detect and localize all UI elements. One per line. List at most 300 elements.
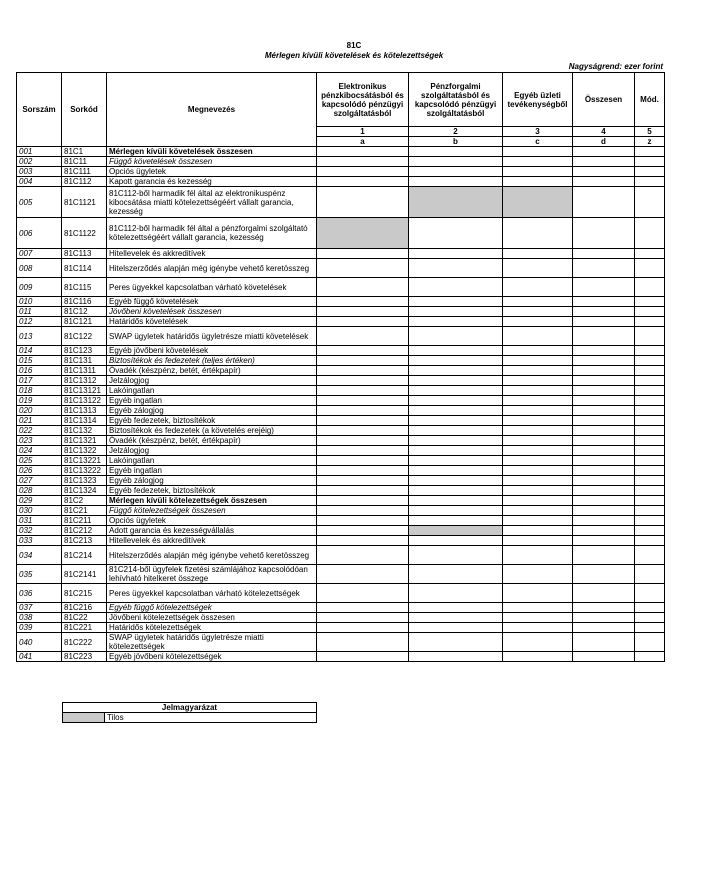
value-cell[interactable]: [573, 546, 635, 565]
row-label: Hitelszerződés alapján még igénybe vehető keretösszeg: [107, 546, 317, 565]
value-cell[interactable]: [503, 317, 573, 327]
value-cell[interactable]: [409, 366, 503, 376]
value-cell[interactable]: [635, 406, 665, 416]
value-cell[interactable]: [503, 565, 573, 584]
value-cell[interactable]: [409, 526, 503, 536]
value-cell[interactable]: [503, 396, 573, 406]
value-cell[interactable]: [409, 426, 503, 436]
value-cell[interactable]: [635, 307, 665, 317]
value-cell[interactable]: [409, 603, 503, 613]
value-cell[interactable]: [635, 218, 665, 249]
row-label: Biztosítékok és fedezetek (teljes értéken): [107, 356, 317, 366]
table-row: [17, 476, 665, 486]
value-cell[interactable]: [573, 157, 635, 167]
value-cell[interactable]: [635, 416, 665, 426]
value-cell[interactable]: [317, 436, 409, 446]
value-cell[interactable]: [503, 516, 573, 526]
row-label: SWAP ügyletek határidős ügyletrésze miatti kötelezettségek: [107, 633, 317, 652]
row-number: 011: [17, 307, 62, 317]
table-row: [17, 249, 665, 259]
row-label: Egyéb ingatlan: [107, 466, 317, 476]
row-code: 81C21: [62, 506, 107, 516]
value-cell[interactable]: [635, 526, 665, 536]
row-code: 81C1: [62, 147, 107, 157]
value-cell[interactable]: [635, 297, 665, 307]
value-cell[interactable]: [573, 249, 635, 259]
value-cell[interactable]: [503, 613, 573, 623]
value-cell[interactable]: [635, 476, 665, 486]
value-cell[interactable]: [573, 177, 635, 187]
table-row: [17, 603, 665, 613]
value-cell[interactable]: [317, 249, 409, 259]
value-cell[interactable]: [503, 526, 573, 536]
value-cell[interactable]: [409, 167, 503, 177]
value-cell[interactable]: [503, 466, 573, 476]
row-label: 81C112-ből harmadik fél által a pénzforgalmi szolgáltató kötelezettségéért vállalt garancia, kezesség: [107, 218, 317, 249]
value-cell[interactable]: [635, 466, 665, 476]
value-cell[interactable]: [409, 506, 503, 516]
row-code: 81C1312: [62, 376, 107, 386]
value-cell[interactable]: [635, 633, 665, 652]
value-cell[interactable]: [317, 187, 409, 218]
row-number: 015: [17, 356, 62, 366]
row-number: 041: [17, 652, 62, 662]
table-row: [17, 218, 665, 249]
value-cell[interactable]: [503, 327, 573, 346]
row-number: 033: [17, 536, 62, 546]
table-row: [17, 259, 665, 278]
value-cell[interactable]: [503, 386, 573, 396]
value-cell[interactable]: [503, 652, 573, 662]
value-cell[interactable]: [503, 307, 573, 317]
value-cell[interactable]: [573, 426, 635, 436]
value-cell[interactable]: [573, 436, 635, 446]
value-cell[interactable]: [317, 157, 409, 167]
row-label: Opciós ügyletek: [107, 516, 317, 526]
value-cell[interactable]: [503, 366, 573, 376]
value-cell[interactable]: [635, 613, 665, 623]
row-code: 81C22: [62, 613, 107, 623]
table-row: [17, 426, 665, 436]
value-cell[interactable]: [573, 376, 635, 386]
value-cell[interactable]: [635, 516, 665, 526]
row-code: 81C215: [62, 584, 107, 603]
value-cell[interactable]: [317, 406, 409, 416]
value-cell[interactable]: [317, 366, 409, 376]
value-cell[interactable]: [317, 603, 409, 613]
table-row: [17, 652, 665, 662]
value-cell[interactable]: [409, 466, 503, 476]
value-cell[interactable]: [317, 386, 409, 396]
value-cell[interactable]: [503, 456, 573, 466]
value-cell[interactable]: [635, 366, 665, 376]
table-row: [17, 466, 665, 476]
value-cell[interactable]: [317, 327, 409, 346]
value-cell[interactable]: [317, 278, 409, 297]
value-cell[interactable]: [503, 426, 573, 436]
table-row: [17, 147, 665, 157]
table-row: [17, 496, 665, 506]
value-cell[interactable]: [573, 307, 635, 317]
header-sorkod: Sorkód: [62, 73, 107, 147]
value-cell[interactable]: [409, 486, 503, 496]
value-cell[interactable]: [317, 546, 409, 565]
value-cell[interactable]: [503, 249, 573, 259]
table-row: [17, 167, 665, 177]
table-row: [17, 187, 665, 218]
value-cell[interactable]: [317, 346, 409, 356]
value-cell[interactable]: [409, 327, 503, 346]
value-cell[interactable]: [635, 446, 665, 456]
value-cell[interactable]: [317, 526, 409, 536]
value-cell[interactable]: [409, 396, 503, 406]
row-label: Egyéb zálogjog: [107, 476, 317, 486]
row-number: 003: [17, 167, 62, 177]
value-cell[interactable]: [573, 396, 635, 406]
row-number: 013: [17, 327, 62, 346]
value-cell[interactable]: [317, 426, 409, 436]
value-cell[interactable]: [317, 476, 409, 486]
value-cell[interactable]: [635, 506, 665, 516]
value-cell[interactable]: [409, 536, 503, 546]
value-cell[interactable]: [409, 456, 503, 466]
row-code: 81C213: [62, 536, 107, 546]
row-label: 81C112-ből harmadik fél által az elektronikuspénz kibocsátása miatti kötelezettségéért vállalt garancia, kezesség: [107, 187, 317, 218]
value-cell[interactable]: [503, 446, 573, 456]
value-cell[interactable]: [409, 652, 503, 662]
value-cell[interactable]: [573, 346, 635, 356]
row-label: Hitellevelek és akkreditívek: [107, 536, 317, 546]
row-number: 009: [17, 278, 62, 297]
table-row: [17, 516, 665, 526]
value-cell[interactable]: [409, 386, 503, 396]
value-cell[interactable]: [635, 278, 665, 297]
row-number: 005: [17, 187, 62, 218]
row-number: 034: [17, 546, 62, 565]
value-cell[interactable]: [635, 396, 665, 406]
row-label: SWAP ügyletek határidős ügyletrésze miatti követelések: [107, 327, 317, 346]
value-cell[interactable]: [317, 456, 409, 466]
row-label: Egyéb ingatlan: [107, 396, 317, 406]
value-cell[interactable]: [635, 327, 665, 346]
value-cell[interactable]: [503, 536, 573, 546]
value-cell[interactable]: [573, 603, 635, 613]
value-cell[interactable]: [573, 297, 635, 307]
value-cell[interactable]: [503, 356, 573, 366]
value-cell[interactable]: [573, 416, 635, 426]
value-cell[interactable]: [573, 187, 635, 218]
value-cell[interactable]: [503, 546, 573, 565]
row-label: Óvadék (készpénz, betét, értékpapír): [107, 436, 317, 446]
value-cell[interactable]: [317, 506, 409, 516]
legend: [62, 702, 317, 723]
value-cell[interactable]: [573, 526, 635, 536]
row-code: 81C1121: [62, 187, 107, 218]
value-cell[interactable]: [409, 623, 503, 633]
row-code: 81C1311: [62, 366, 107, 376]
value-cell[interactable]: [503, 436, 573, 446]
value-cell[interactable]: [503, 259, 573, 278]
table-row: [17, 278, 665, 297]
value-cell[interactable]: [573, 278, 635, 297]
value-cell[interactable]: [317, 486, 409, 496]
value-cell[interactable]: [573, 613, 635, 623]
value-cell[interactable]: [573, 259, 635, 278]
table-row: [17, 446, 665, 456]
value-cell[interactable]: [573, 147, 635, 157]
value-cell[interactable]: [409, 259, 503, 278]
row-code: 81C111: [62, 167, 107, 177]
row-number: 032: [17, 526, 62, 536]
row-label: Lakóingatlan: [107, 456, 317, 466]
table-row: [17, 506, 665, 516]
value-cell[interactable]: [635, 603, 665, 613]
value-cell[interactable]: [503, 406, 573, 416]
value-cell[interactable]: [573, 565, 635, 584]
row-number: 001: [17, 147, 62, 157]
value-cell[interactable]: [573, 652, 635, 662]
value-cell[interactable]: [635, 486, 665, 496]
value-cell[interactable]: [409, 177, 503, 187]
row-code: 81C211: [62, 516, 107, 526]
value-cell[interactable]: [409, 218, 503, 249]
value-cell[interactable]: [317, 307, 409, 317]
value-cell[interactable]: [573, 584, 635, 603]
table-row: [17, 317, 665, 327]
row-code: 81C216: [62, 603, 107, 613]
value-cell[interactable]: [409, 356, 503, 366]
row-label: 81C214-ből ügyfelek fizetési számlájához kapcsolódóan lehívható hitelkeret összege: [107, 565, 317, 584]
value-cell[interactable]: [503, 167, 573, 177]
value-cell[interactable]: [503, 476, 573, 486]
row-label: Mérlegen kívüli követelések összesen: [107, 147, 317, 157]
value-cell[interactable]: [573, 406, 635, 416]
value-cell[interactable]: [503, 603, 573, 613]
table-row: [17, 456, 665, 466]
value-cell[interactable]: [409, 476, 503, 486]
table-row: [17, 386, 665, 396]
value-cell[interactable]: [635, 652, 665, 662]
value-cell[interactable]: [409, 376, 503, 386]
row-number: 012: [17, 317, 62, 327]
row-label: Hitellevelek és akkreditívek: [107, 249, 317, 259]
row-number: 035: [17, 565, 62, 584]
value-cell[interactable]: [317, 652, 409, 662]
value-cell[interactable]: [317, 317, 409, 327]
value-cell[interactable]: [409, 187, 503, 218]
value-cell[interactable]: [503, 177, 573, 187]
value-cell[interactable]: [573, 633, 635, 652]
row-code: 81C11: [62, 157, 107, 167]
value-cell[interactable]: [635, 546, 665, 565]
value-cell[interactable]: [573, 317, 635, 327]
value-cell[interactable]: [635, 346, 665, 356]
value-cell[interactable]: [503, 297, 573, 307]
value-cell[interactable]: [409, 496, 503, 506]
value-cell[interactable]: [317, 516, 409, 526]
value-cell[interactable]: [409, 565, 503, 584]
row-label: Határidős követelések: [107, 317, 317, 327]
value-cell[interactable]: [409, 633, 503, 652]
value-cell[interactable]: [503, 496, 573, 506]
value-cell[interactable]: [409, 446, 503, 456]
value-cell[interactable]: [409, 546, 503, 565]
value-cell[interactable]: [635, 436, 665, 446]
value-cell[interactable]: [503, 506, 573, 516]
value-cell[interactable]: [317, 466, 409, 476]
row-number: 023: [17, 436, 62, 446]
value-cell[interactable]: [317, 147, 409, 157]
value-cell[interactable]: [635, 456, 665, 466]
value-cell[interactable]: [409, 278, 503, 297]
value-cell[interactable]: [635, 157, 665, 167]
value-cell[interactable]: [635, 376, 665, 386]
value-cell[interactable]: [503, 584, 573, 603]
value-cell[interactable]: [317, 167, 409, 177]
value-cell[interactable]: [409, 416, 503, 426]
value-cell[interactable]: [503, 187, 573, 218]
value-cell[interactable]: [635, 356, 665, 366]
value-cell[interactable]: [573, 366, 635, 376]
row-number: 025: [17, 456, 62, 466]
value-cell[interactable]: [573, 536, 635, 546]
row-number: 030: [17, 506, 62, 516]
value-cell[interactable]: [635, 167, 665, 177]
row-label: Jövőbeni követelések összesen: [107, 307, 317, 317]
header-sorszam: Sorszám: [17, 73, 62, 147]
value-cell[interactable]: [573, 446, 635, 456]
row-number: 008: [17, 259, 62, 278]
row-code: 81C13222: [62, 466, 107, 476]
row-code: 81C13221: [62, 456, 107, 466]
value-cell[interactable]: [503, 147, 573, 157]
row-code: 81C1324: [62, 486, 107, 496]
value-cell[interactable]: [573, 516, 635, 526]
value-cell[interactable]: [635, 147, 665, 157]
value-cell[interactable]: [635, 623, 665, 633]
col-letter: a: [317, 137, 409, 147]
table-row: [17, 633, 665, 652]
value-cell[interactable]: [503, 623, 573, 633]
value-cell[interactable]: [409, 584, 503, 603]
value-cell[interactable]: [409, 346, 503, 356]
value-cell[interactable]: [635, 249, 665, 259]
value-cell[interactable]: [635, 187, 665, 218]
table-row: [17, 546, 665, 565]
value-cell[interactable]: [317, 623, 409, 633]
row-code: 81C214: [62, 546, 107, 565]
row-code: 81C2141: [62, 565, 107, 584]
table-row: [17, 356, 665, 366]
value-cell[interactable]: [317, 259, 409, 278]
value-cell[interactable]: [573, 623, 635, 633]
row-number: 040: [17, 633, 62, 652]
value-cell[interactable]: [503, 376, 573, 386]
value-cell[interactable]: [573, 466, 635, 476]
value-cell[interactable]: [317, 376, 409, 386]
value-cell[interactable]: [409, 613, 503, 623]
row-label: Egyéb fedezetek, biztosítékok: [107, 416, 317, 426]
value-cell[interactable]: [409, 297, 503, 307]
value-cell[interactable]: [317, 613, 409, 623]
value-cell[interactable]: [317, 584, 409, 603]
value-cell[interactable]: [409, 406, 503, 416]
value-cell[interactable]: [573, 476, 635, 486]
value-cell[interactable]: [573, 356, 635, 366]
value-cell[interactable]: [635, 177, 665, 187]
value-cell[interactable]: [317, 446, 409, 456]
value-cell[interactable]: [635, 584, 665, 603]
value-cell[interactable]: [409, 157, 503, 167]
value-cell[interactable]: [317, 177, 409, 187]
value-cell[interactable]: [573, 506, 635, 516]
table-row: [17, 157, 665, 167]
header-col5: Mód.: [635, 73, 665, 127]
value-cell[interactable]: [573, 218, 635, 249]
value-cell[interactable]: [503, 486, 573, 496]
value-cell[interactable]: [503, 157, 573, 167]
value-cell[interactable]: [503, 346, 573, 356]
value-cell[interactable]: [317, 536, 409, 546]
col-letter: z: [635, 137, 665, 147]
value-cell[interactable]: [317, 496, 409, 506]
value-cell[interactable]: [317, 218, 409, 249]
table-row: [17, 565, 665, 584]
value-cell[interactable]: [503, 416, 573, 426]
value-cell[interactable]: [635, 565, 665, 584]
value-cell[interactable]: [503, 278, 573, 297]
value-cell[interactable]: [503, 633, 573, 652]
value-cell[interactable]: [409, 516, 503, 526]
value-cell[interactable]: [635, 386, 665, 396]
value-cell[interactable]: [635, 317, 665, 327]
value-cell[interactable]: [573, 496, 635, 506]
row-number: 027: [17, 476, 62, 486]
value-cell[interactable]: [409, 249, 503, 259]
value-cell[interactable]: [573, 456, 635, 466]
value-cell[interactable]: [635, 496, 665, 506]
value-cell[interactable]: [409, 307, 503, 317]
value-cell[interactable]: [635, 536, 665, 546]
value-cell[interactable]: [635, 259, 665, 278]
value-cell[interactable]: [573, 167, 635, 177]
table-row: [17, 486, 665, 496]
row-label: Jövőbeni kötelezettségek összesen: [107, 613, 317, 623]
value-cell[interactable]: [317, 633, 409, 652]
value-cell[interactable]: [573, 327, 635, 346]
row-code: 81C222: [62, 633, 107, 652]
row-number: 036: [17, 584, 62, 603]
value-cell[interactable]: [635, 426, 665, 436]
row-number: 022: [17, 426, 62, 436]
value-cell[interactable]: [503, 218, 573, 249]
value-cell[interactable]: [573, 486, 635, 496]
value-cell[interactable]: [409, 147, 503, 157]
value-cell[interactable]: [317, 396, 409, 406]
value-cell[interactable]: [317, 565, 409, 584]
value-cell[interactable]: [317, 356, 409, 366]
table-row: [17, 346, 665, 356]
value-cell[interactable]: [409, 317, 503, 327]
table-row: [17, 584, 665, 603]
row-code: 81C112: [62, 177, 107, 187]
value-cell[interactable]: [317, 416, 409, 426]
value-cell[interactable]: [409, 436, 503, 446]
row-code: 81C1321: [62, 436, 107, 446]
value-cell[interactable]: [573, 386, 635, 396]
value-cell[interactable]: [317, 297, 409, 307]
row-code: 81C2: [62, 496, 107, 506]
